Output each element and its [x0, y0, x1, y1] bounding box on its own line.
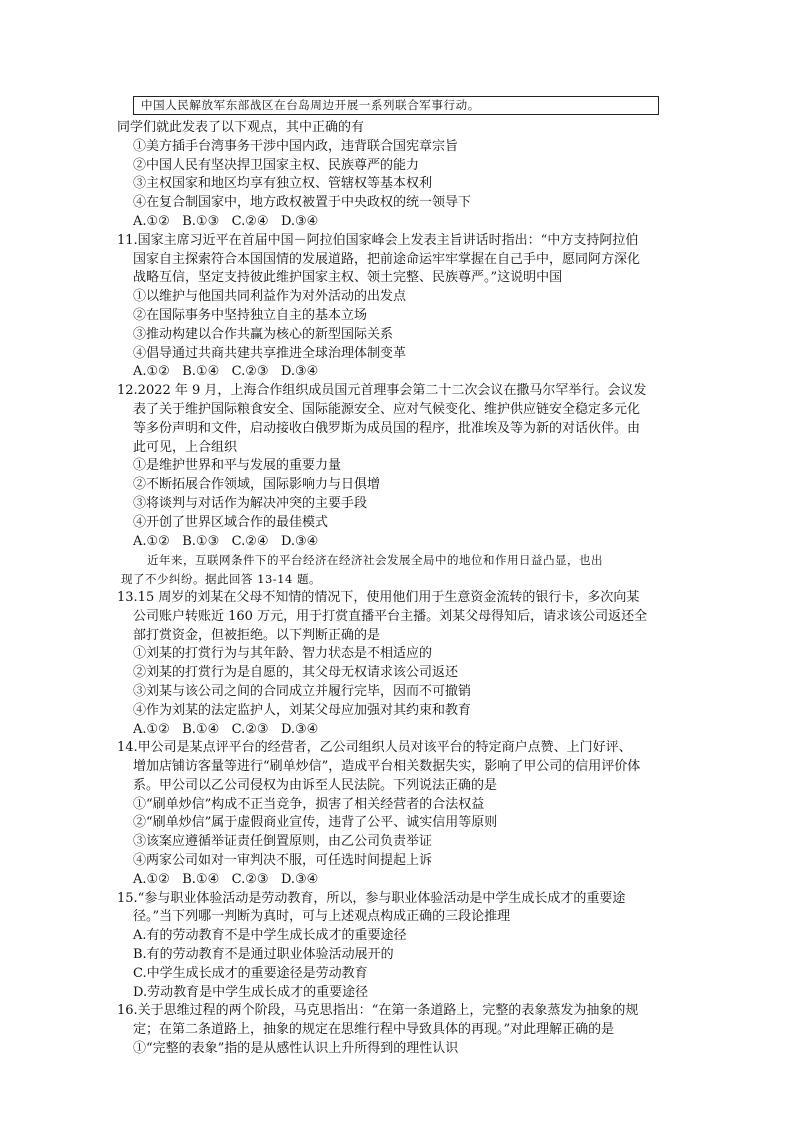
intro-13-14-line: 现了不少纠纷。据此回答 13-14 题。 [121, 572, 321, 587]
intro-13-14-line: 近年来，互联网条件下的平台经济在经济社会发展全局中的地位和作用日益凸显，也出 [147, 553, 603, 568]
q12-stem-line: 12.2022 年 9 月，上海合作组织成员国元首理事会第二十二次会议在撒马尔罕举行。会议发 [117, 383, 647, 399]
q11-stem-line: 国家自主探索符合本国国情的发展道路，把前途命运牢牢掌握在自己手中，愿同阿方深化 [133, 251, 641, 267]
q16-stem-line: 16.关于思维过程的两个阶段，马克思指出：“在第一条道路上，完整的表象蒸发为抽象的规 [117, 1003, 639, 1019]
q13-option: ④作为刘某的法定监护人，刘某父母应加强对其约束和教育 [133, 702, 472, 718]
q15-option: D.劳动教育是中学生成长成才的重要途径 [133, 984, 369, 1000]
q10-stem-line: 同学们就此发表了以下观点，其中正确的有 [117, 120, 365, 135]
q13-answers: A.①② B.①④ C.②③ D.③④ [133, 721, 319, 737]
q14-stem-line: 增加店铺访客量等进行“刷单炒信”，造成平台相关数据失实，影响了甲公司的信用评价体 [133, 759, 641, 775]
q16-option: ①“完整的表象”指的是从感性认识上升所得到的理性认识 [133, 1041, 459, 1057]
q15-stem-line: 径。”当下列哪一判断为真时，可与上述观点构成正确的三段论推理 [133, 909, 511, 925]
q14-option: ④两家公司如对一审判决不服，可任选时间提起上诉 [133, 853, 433, 869]
q15-option: C.中学生成长成才的重要途径是劳动教育 [133, 965, 368, 981]
q13-option: ②刘某的打赏行为是自愿的，其父母无权请求该公司返还 [133, 665, 459, 681]
q13-stem-line: 部打赏资金，但被拒绝。以下判断正确的是 [133, 627, 381, 643]
q12-stem-line: 表了关于维护国际粮食安全、国际能源安全、应对气候变化、维护供应链安全稳定多元化 [133, 401, 641, 417]
q14-answers: A.①② B.①④ C.②③ D.③④ [133, 871, 319, 887]
q10-option: ②中国人民有坚决捍卫国家主权、民族尊严的能力 [133, 157, 420, 173]
q14-option: ②“刷单炒信”属于虚假商业宣传，违背了公平、诚实信用等原则 [133, 815, 498, 831]
q13-option: ③刘某与该公司之间的合同成立并履行完毕，因而不可撤销 [133, 683, 472, 699]
question-content [117, 119, 677, 1059]
q11-option: ③推动构建以合作共赢为核心的新型国际关系 [133, 326, 394, 342]
q10-option: ④在复合制国家中，地方政权被置于中央政权的统一领导下 [133, 195, 472, 211]
q12-option: ①是维护世界和平与发展的重要力量 [133, 458, 342, 474]
q11-option: ④倡导通过共商共建共享推进全球治理体制变革 [133, 345, 407, 361]
q11-answers: A.①② B.①④ C.②③ D.③④ [133, 364, 319, 380]
q13-option: ①刘某的打赏行为与其年龄、智力状态是不相适应的 [133, 646, 433, 662]
q10-option: ①美方插手台湾事务干涉中国内政，违背联合国宪章宗旨 [133, 138, 459, 154]
q12-option: ②不断拓展合作领域，国际影响力与日俱增 [133, 477, 381, 493]
q12-option: ③将谈判与对话作为解决冲突的主要手段 [133, 495, 368, 511]
q15-option: A.有的劳动教育不是中学生成长成才的重要途径 [133, 928, 407, 944]
q14-option: ③该案应遵循举证责任倒置原则，由乙公司负责举证 [133, 834, 433, 850]
q11-stem-line: 11.国家主席习近平在首届中国－阿拉伯国家峰会上发表主旨讲话时指出：“中方支持阿拉伯 [117, 232, 639, 248]
q12-stem-line: 等多份声明和文件，启动接收白俄罗斯为成员国的程序，批准埃及等为新的对话伙伴。由 [133, 420, 641, 436]
q15-option: B.有的劳动教育不是通过职业体验活动展开的 [133, 947, 394, 963]
q11-stem-line: 战略互信，坚定支持彼此维护国家主权、领土完整、民族尊严。”这说明中国 [133, 270, 563, 286]
q12-stem-line: 此可见，上合组织 [133, 439, 238, 455]
q14-option: ①“刷单炒信”构成不正当竞争，损害了相关经营者的合法权益 [133, 796, 485, 812]
q12-answers: A.①② B.①③ C.②④ D.③④ [133, 533, 319, 549]
context-box: 中国人民解放军东部战区在台岛周边开展一系列联合军事行动。 [133, 96, 659, 115]
q13-stem-line: 公司账户转账近 160 万元，用于打赏直播平台主播。刘某父母得知后，请求该公司返还全 [133, 608, 648, 624]
q10-option: ③主权国家和地区均享有独立权、管辖权等基本权利 [133, 176, 433, 192]
q11-option: ②在国际事务中坚持独立自主的基本立场 [133, 307, 368, 323]
q14-stem-line: 系。甲公司以乙公司侵权为由诉至人民法院。下列说法正确的是 [133, 777, 498, 793]
q15-stem-line: 15.“参与职业体验活动是劳动教育，所以，参与职业体验活动是中学生成长成才的重要途 [117, 890, 626, 906]
q14-stem-line: 14.甲公司是某点评平台的经营者，乙公司组织人员对该平台的特定商户点赞、上门好评、 [117, 740, 632, 756]
q12-option: ④开创了世界区域合作的最佳模式 [133, 514, 329, 530]
q13-stem-line: 13.15 周岁的刘某在父母不知情的情况下，使用他们用于生意资金流转的银行卡，多次向某 [117, 589, 640, 605]
q10-answers: A.①② B.①③ C.②④ D.③④ [133, 213, 319, 229]
q11-option: ①以维护与他国共同利益作为对外活动的出发点 [133, 289, 407, 305]
q16-stem-line: 定；在第二条道路上，抽象的规定在思维行程中导致具体的再现。”对此理解正确的是 [133, 1022, 615, 1038]
